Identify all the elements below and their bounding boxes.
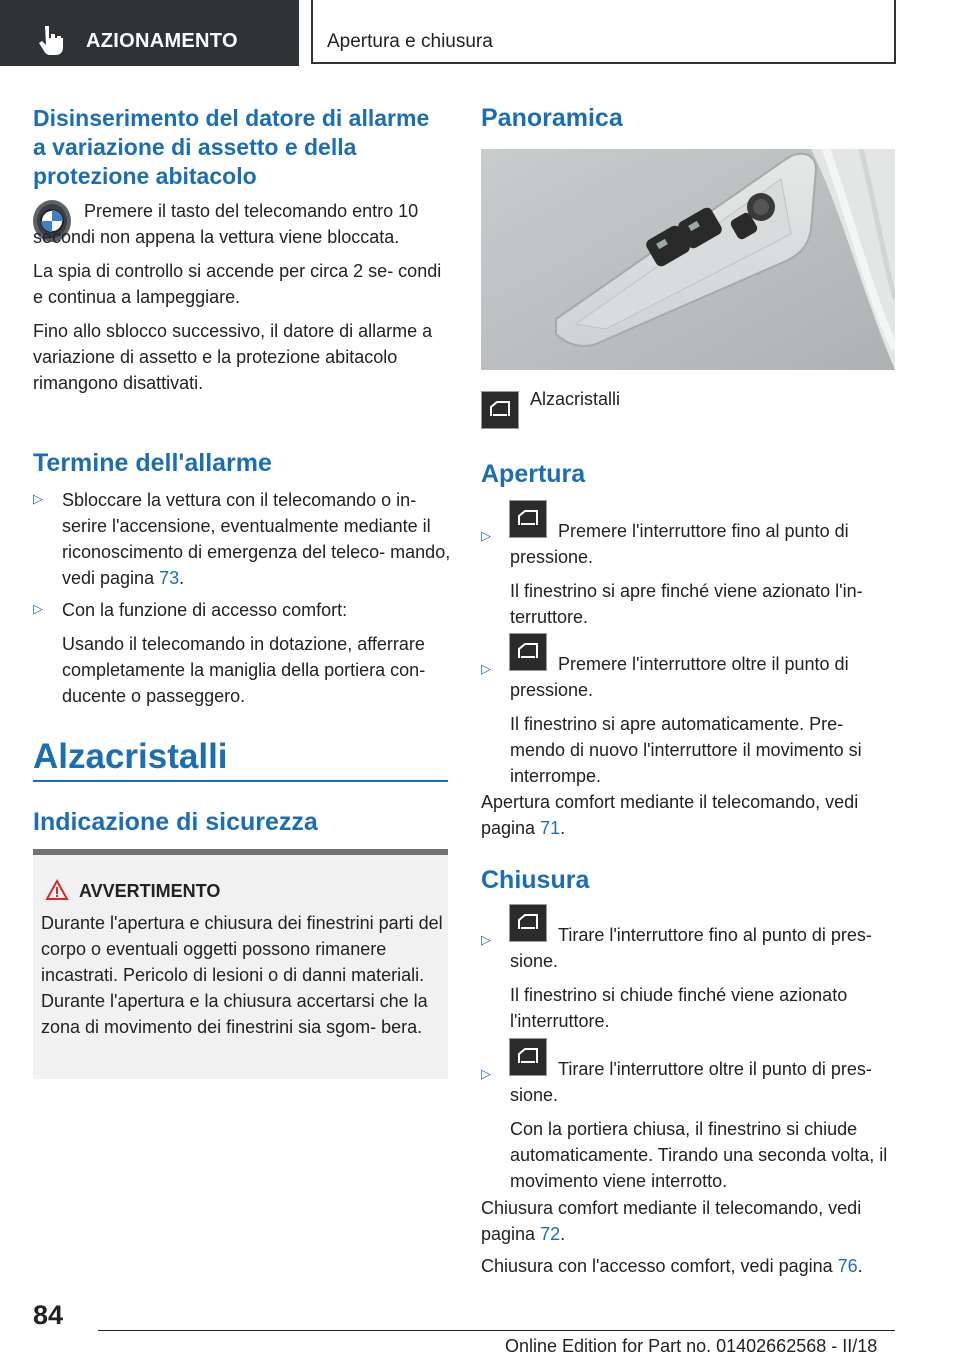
end-alarm-bullet-1-text: Sbloccare la vettura con il telecomando o in- serire l'accensione, eventualmente mediante il riconoscimento di emergenza del teleco- mando, vedi pagina [62,490,451,588]
end-alarm-bullet-2-text: Con la funzione di accesso comfort: [62,600,348,620]
bullet-marker: ▷ [481,932,491,947]
chapter-tab [311,0,896,64]
page-number: 84 [33,1300,64,1330]
disarm-paragraph-1: Premere il tasto del telecomando entro 10 secondi non appena la vettura viene bloccata. [33,201,419,247]
closing-bullet-1 [481,904,872,1031]
opening-bullet-2-text: Premere l'interruttore oltre il punto di pressione. [510,654,849,700]
section-tab [0,0,299,66]
photo-caption: Alzacristalli [530,389,621,409]
bullet-marker: ▷ [481,1066,491,1081]
opening-bullet-1 [481,500,863,627]
closing-bullet-2-text: Tirare l'interruttore oltre il punto di pres- sione. [510,1059,872,1105]
hand-pointer-icon [34,22,68,56]
end-alarm-heading: Termine dell'allarme [33,449,272,477]
section-label: AZIONAMENTO [86,30,238,52]
opening-bullet-1-sub: Il finestrino si apre finché viene azionato l'in- terruttore. [510,581,863,627]
chapter-label: Apertura e chiusura [327,31,493,52]
disarm-paragraph-2: La spia di controllo si accende per circa 2 se- condi e continua a lampeggiare. [33,261,442,307]
page-link-71[interactable]: 71 [540,818,561,838]
opening-bullet-2-sub: Il finestrino si apre automaticamente. Pre- mendo di nuovo l'interruttore il movimento si interrompe. [510,714,862,786]
opening-comfort-text: Apertura comfort mediante il telecomando, vedi pagina 71. [481,792,859,838]
warning-text: Durante l'apertura e chiusura dei finestrini parti del corpo o eventuali oggetti possono rimanere incastrati. Pericolo di lesioni o di danni materiali. Durante l'apertura e la chiusura accertarsi che la zona di movimento dei finestrini sia sgom- bera. [41,913,443,1037]
heading-rule [33,780,448,782]
bullet-marker: ▷ [33,601,43,616]
window-switch-photo [481,149,895,370]
overview-heading: Panoramica [481,104,623,132]
opening-heading: Apertura [481,460,586,488]
disarm-paragraph-3: Fino allo sblocco successivo, il datore di allarme a variazione di assetto e la protezione abitacolo rimangono disattivati. [33,321,433,393]
page-link-73[interactable]: 73 [159,568,180,588]
closing-bullet-2 [481,1038,888,1191]
closing-heading: Chiusura [481,866,590,894]
page-link-72[interactable]: 72 [540,1224,561,1244]
footer-rule [98,1330,895,1331]
warning-triangle-icon [45,879,69,901]
bullet-marker: ▷ [481,528,491,543]
bullet-marker: ▷ [33,491,43,506]
warning-box [33,849,448,1079]
bullet-marker: ▷ [481,661,491,676]
closing-access-text: Chiusura con l'accesso comfort, vedi pagina 76. [481,1256,863,1276]
edition-note: Online Edition for Part no. 01402662568 - II/18 [505,1336,878,1356]
windows-heading: Alzacristalli [33,737,228,776]
page-link-76[interactable]: 76 [837,1256,858,1276]
safety-heading: Indicazione di sicurezza [33,808,318,836]
closing-comfort-text: Chiusura comfort mediante il telecomando, vedi pagina 72. [481,1198,862,1244]
warning-title: AVVERTIMENTO [79,881,221,901]
disarm-heading: Disinserimento del datore di allarme a variazione di assetto e della protezione abitacolo [33,105,430,189]
end-alarm-bullet-2-sub: Usando il telecomando in dotazione, afferrare completamente la maniglia della portiera con- ducente o passeggero. [62,634,426,706]
opening-bullet-1-text: Premere l'interruttore fino al punto di pressione. [510,521,849,567]
closing-bullet-2-sub: Con la portiera chiusa, il finestrino si chiude automaticamente. Tirando una seconda volta, il movimento viene interrotto. [510,1119,888,1191]
closing-bullet-1-text: Tirare l'interruttore fino al punto di pres- sione. [510,925,872,971]
opening-bullet-2 [481,633,862,786]
window-switch-icon [481,391,519,429]
closing-bullet-1-sub: Il finestrino si chiude finché viene azionato l'interruttore. [510,985,848,1031]
